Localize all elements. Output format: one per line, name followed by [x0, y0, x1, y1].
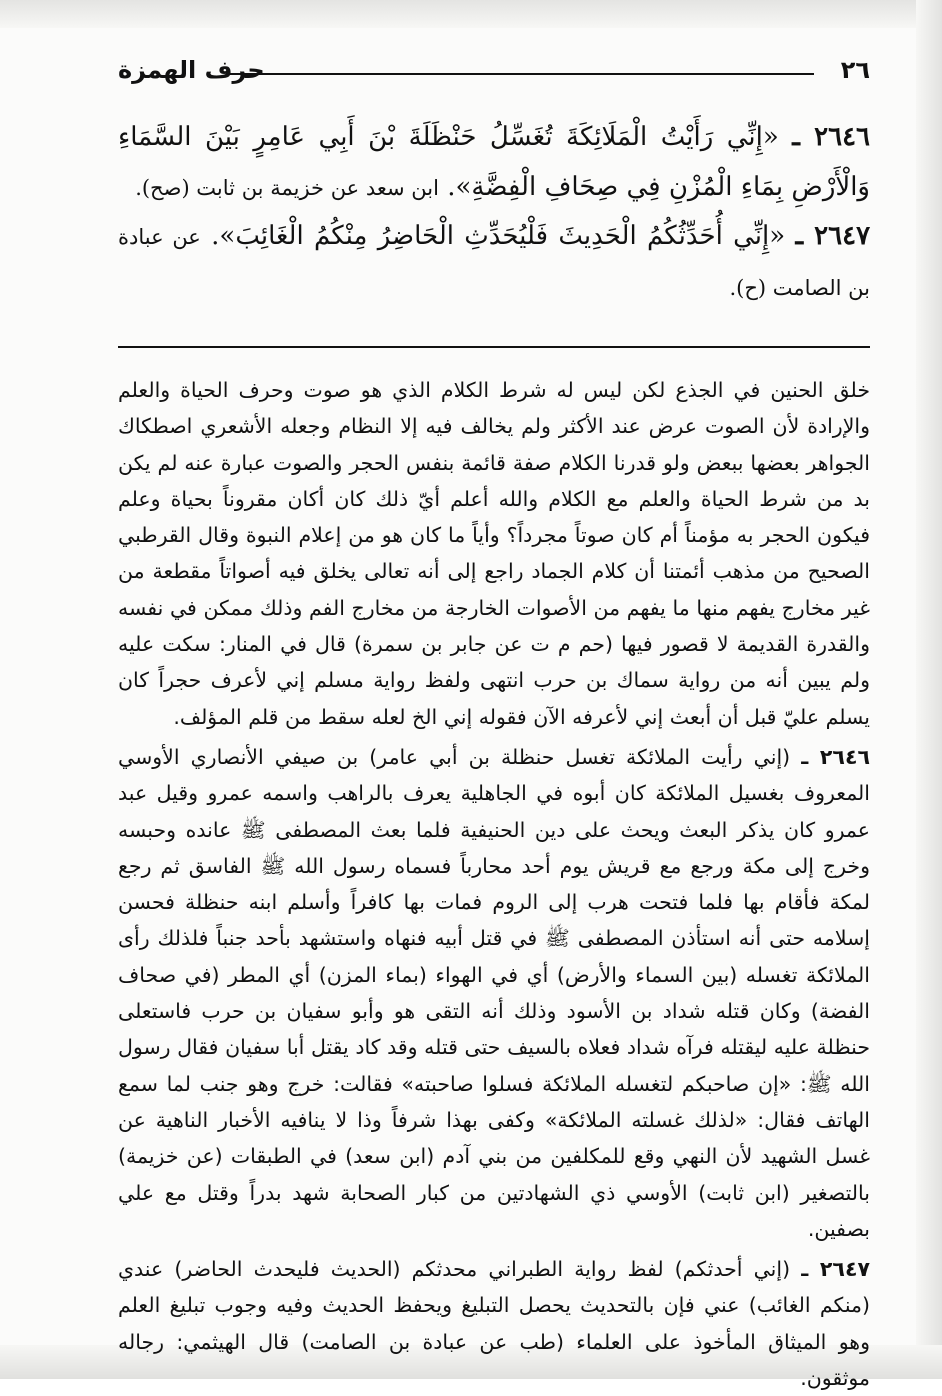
hadith-text: «إِنِّي رَأَيْتُ الْمَلَائِكَةَ تُغَسِّلُ حَنْظَلَةَ بْنَ أَبِي عَامِرٍ بَيْنَ السَّمَاءِ وَالْأَرْضِ بِمَاءِ الْمُزْنِ فِي صِحَافِ الْفِضَّةِ». — [118, 122, 870, 202]
commentary-2646 — [118, 739, 870, 1247]
header-rule — [230, 73, 814, 75]
commentary-text: (إني رأيت الملائكة تغسل حنظلة بن أبي عامر) بن صيفي الأنصاري الأوسي المعروف بغسيل الملائكة كان أبوه في الجاهلية يعرف بالراهب واسمه عمرو وقيل عبد عمرو كان يذكر البعث ويحث على دين الحنيفية فلما بعث المصطفى ﷺ عانده وحبسه وخرج إلى مكة ورجع مع قريش يوم أحد محارباً فسماه رسول الله ﷺ الفاسق ثم رجع لمكة فأقام بها فلما فتحت هرب إلى الروم فمات بها كافراً وأسلم ابنه حنظلة فحسن إسلامه حتى أنه استأذن المصطفى ﷺ في قتل أبيه فنهاه واستشهد بأحد جنباً فلذلك رأى الملائكة تغسله (بين السماء والأرض) أي في الهواء (بماء المزن) أي المطر (في صحاف الفضة) وكان قتله شداد بن الأسود وذلك أنه التقى هو وأبو سفيان بن حرب فاستعلى حنظلة عليه ليقتله فرآه شداد فعلاه بالسيف حتى قتله وقد كاد يقتل أبا سفيان فقال رسول الله ﷺ: «إن صاحبكم لتغسله الملائكة فسلوا صاحبته» فقالت: خرج وهو جنب لما سمع الهاتف فقال: «لذلك غسلته الملائكة» وكفى بهذا شرفاً وذا لا ينافيه الأخبار الناهية عن غسل الشهيد لأن النهي وقع للمكلفين من بني آدم (ابن سعد) في الطبقات (عن خزيمة) بالتصغير (ابن ثابت) الأوسي ذي الشهادتين من كبار الصحابة شهد بدراً وقتل مع علي بصفين. — [118, 744, 870, 1241]
page-number: ٢٦ — [840, 56, 870, 84]
scan-edge-top — [0, 0, 942, 28]
commentary-2647 — [118, 1251, 870, 1396]
commentary-number: ٢٦٤٧ ـ — [801, 1257, 870, 1282]
commentary — [118, 372, 870, 1396]
chapter-title: حرف الهمزة — [118, 56, 265, 84]
running-header — [118, 52, 870, 92]
hadith-source: ابن سعد عن خزيمة بن ثابت (صح). — [135, 176, 439, 200]
hadith-text: «إِنِّي أُحَدِّثُكُمُ الْحَدِيثَ فَلْيُحَدِّثِ الْحَاضِرُ مِنْكُمُ الْغَائِبَ». — [211, 221, 786, 251]
commentary-number: ٢٦٤٦ ـ — [801, 744, 870, 769]
hadith-number: ٢٦٤٧ ـ — [795, 221, 871, 251]
hadith-number: ٢٦٤٦ ـ — [792, 122, 871, 152]
hadith-2647 — [118, 211, 870, 313]
scan-edge-right — [916, 0, 942, 1379]
commentary-text: (إني أحدثكم) لفظ رواية الطبراني محدثكم (الحديث فليحدث الحاضر) عندي (منكم الغائب) عني فإن بالتحديث يحصل التبليغ ويحفظ الحديث وفيه وجوب تبليغ العلم وهو الميثاق المأخوذ على العلماء (طب عن عبادة بن الصامت) قال الهيثمي: رجاله موثقون. — [118, 1257, 870, 1391]
hadith-2646 — [118, 112, 870, 213]
hadith-source: عن عبادة بن الصامت (ح). — [118, 225, 870, 300]
commentary-intro: خلق الحنين في الجذع لكن ليس له شرط الكلام الذي هو صوت وحرف الحياة والعلم والإرادة لأن الصوت عرض عند الأكثر ولم يخالف فيه إلا النظام وجعله الأشعري اصطكاك الجواهر بعضها ببعض ولو قدرنا الكلام صفة قائمة بنفس الحجر والصوت عبارة عنه لم يكن بد من شرط الحياة والعلم مع الكلام والله أعلم أيّ ذلك كان أكان مقروناً بحياة وعلم فيكون الحجر به مؤمناً أم كان صوتاً مجرداً؟ وأياً ما كان هو من إعلام النبوة وقال القرطبي الصحيح من مذهب أئمتنا أن كلام الجماد راجع إلى أنه تعالى يخلق فيه أصواتاً مقطعة من غير مخارج يفهم منها ما يفهم من الأصوات الخارجة من مخارج الفم وذلك ممكن في نفسه والقدرة القديمة لا قصور فيها (حم م ت عن جابر بن سمرة) قال في المنار: سكت عليه ولم يبين أنه من رواية سماك بن حرب انتهى ولفظ رواية مسلم إني لأعرف حجراً كان يسلم عليّ قبل أن أبعث إني لأعرفه الآن فقوله إني الخ لعله سقط من قلم المؤلف. — [118, 378, 870, 729]
footnote-divider — [118, 346, 870, 348]
